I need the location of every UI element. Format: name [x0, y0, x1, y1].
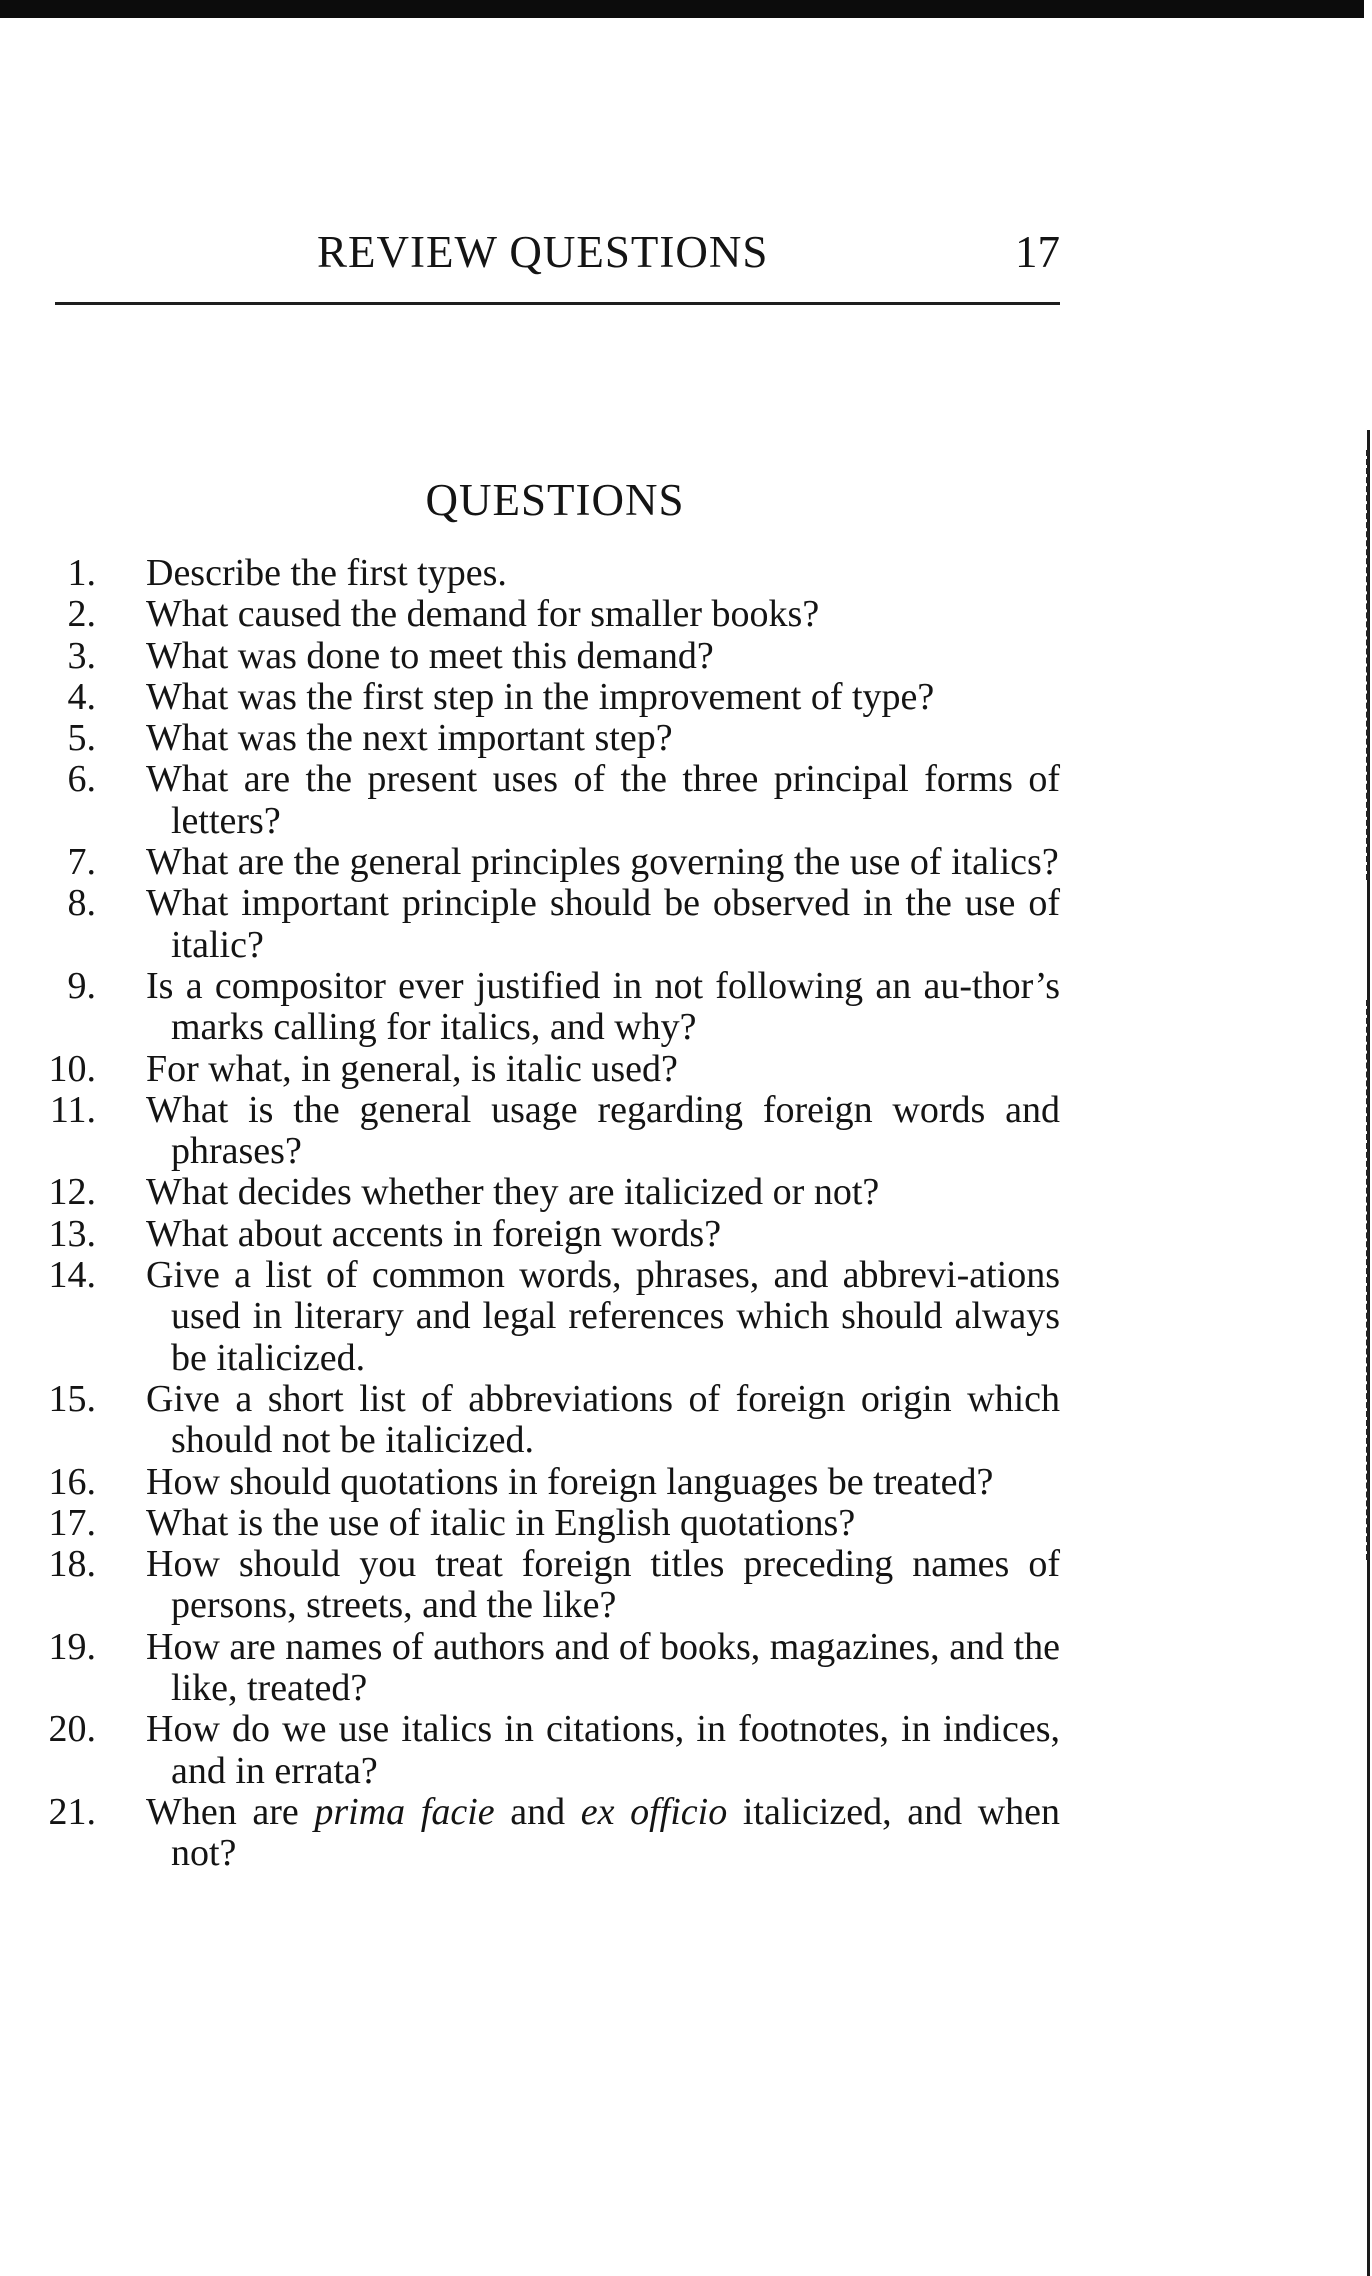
- question-item: [0, 1627, 1060, 1710]
- running-head: [55, 226, 1060, 290]
- question-item: [0, 636, 1060, 677]
- question-number: 16.: [48, 1460, 96, 1503]
- question-item: [0, 1503, 1060, 1544]
- question-text-part: When are: [146, 1790, 299, 1833]
- question-item: [0, 1255, 1060, 1379]
- question-number: 4.: [67, 675, 96, 718]
- question-number: 13.: [48, 1212, 96, 1255]
- question-list: [0, 553, 1060, 1875]
- question-item: [0, 1709, 1060, 1792]
- question-number: 1.: [67, 552, 96, 594]
- question-item: [0, 966, 1060, 1049]
- question-text-part: italicized, and when not?: [171, 1790, 1061, 1875]
- question-item: [0, 553, 1060, 594]
- question-text: How do we use italics in citations, in footnotes, in indices, and in errata?: [146, 1708, 1060, 1792]
- header-rule: [55, 302, 1060, 305]
- question-number: 10.: [48, 1047, 96, 1090]
- question-item: [0, 842, 1060, 883]
- question-item: [0, 1090, 1060, 1173]
- question-number: 5.: [67, 717, 96, 760]
- question-text: What about accents in foreign words?: [146, 1212, 722, 1255]
- question-number: 15.: [48, 1377, 96, 1420]
- question-number: 12.: [48, 1171, 96, 1214]
- question-item: [0, 883, 1060, 966]
- question-number: 7.: [67, 841, 96, 884]
- question-item: [0, 1792, 1060, 1875]
- question-text: What are the present uses of the three principal forms of letters?: [146, 758, 1060, 842]
- question-text: What important principle should be observed in the use of italic?: [146, 882, 1060, 966]
- question-item: [0, 1049, 1060, 1090]
- question-number: 6.: [67, 758, 96, 801]
- question-text: Describe the first types.: [146, 552, 507, 594]
- scan-top-border: [0, 0, 1372, 18]
- scan-edge-dashes: [1366, 1000, 1372, 1560]
- question-item: [0, 1214, 1060, 1255]
- question-item: [0, 1462, 1060, 1503]
- question-number: 11.: [49, 1088, 96, 1131]
- question-text: What are the general principles governing the use of italics?: [146, 841, 1059, 884]
- question-text: How should quotations in foreign languages be treated?: [146, 1460, 994, 1503]
- question-item: [0, 594, 1060, 635]
- page-number: 17: [1015, 227, 1060, 277]
- question-item: [0, 1544, 1060, 1627]
- question-text: [146, 1792, 1060, 1875]
- question-number: 20.: [48, 1708, 96, 1751]
- question-text: What caused the demand for smaller books?: [146, 593, 820, 636]
- question-text-part: and: [510, 1790, 566, 1833]
- question-item: [0, 759, 1060, 842]
- question-text: Is a compositor ever justified in not following an au-thor’s marks calling for italics, and why?: [146, 964, 1060, 1049]
- question-text: How are names of authors and of books, magazines, and the like, treated?: [146, 1625, 1060, 1710]
- question-text: For what, in general, is italic used?: [146, 1047, 678, 1090]
- question-text: What was the first step in the improvement of type?: [146, 675, 935, 718]
- question-text: How should you treat foreign titles preceding names of persons, streets, and the like?: [146, 1543, 1060, 1627]
- italic-phrase: prima facie: [314, 1790, 495, 1833]
- scan-edge-dashes: [1366, 450, 1372, 880]
- question-number: 8.: [67, 882, 96, 925]
- section-title: QUESTIONS: [425, 475, 685, 525]
- question-item: [0, 1172, 1060, 1213]
- running-title: REVIEW QUESTIONS: [317, 227, 769, 277]
- question-text: Give a list of common words, phrases, and abbrevi-ations used in literary and legal references which should always be italicized.: [146, 1254, 1060, 1379]
- question-text: What is the general usage regarding foreign words and phrases?: [146, 1088, 1060, 1173]
- question-number: 21.: [48, 1790, 96, 1833]
- question-number: 9.: [67, 964, 96, 1007]
- question-item: [0, 718, 1060, 759]
- question-number: 19.: [48, 1625, 96, 1668]
- italic-phrase: ex officio: [580, 1790, 728, 1833]
- question-number: 2.: [67, 593, 96, 636]
- question-text: What is the use of italic in English quotations?: [146, 1501, 856, 1544]
- question-item: [0, 1379, 1060, 1462]
- question-text: What was the next important step?: [146, 717, 673, 760]
- question-number: 3.: [67, 634, 96, 677]
- question-number: 14.: [48, 1254, 96, 1297]
- question-text: Give a short list of abbreviations of foreign origin which should not be italicized.: [146, 1377, 1060, 1462]
- question-text: What was done to meet this demand?: [146, 634, 714, 677]
- question-text: What decides whether they are italicized or not?: [146, 1171, 880, 1214]
- question-number: 18.: [48, 1543, 96, 1586]
- question-number: 17.: [48, 1501, 96, 1544]
- question-item: [0, 677, 1060, 718]
